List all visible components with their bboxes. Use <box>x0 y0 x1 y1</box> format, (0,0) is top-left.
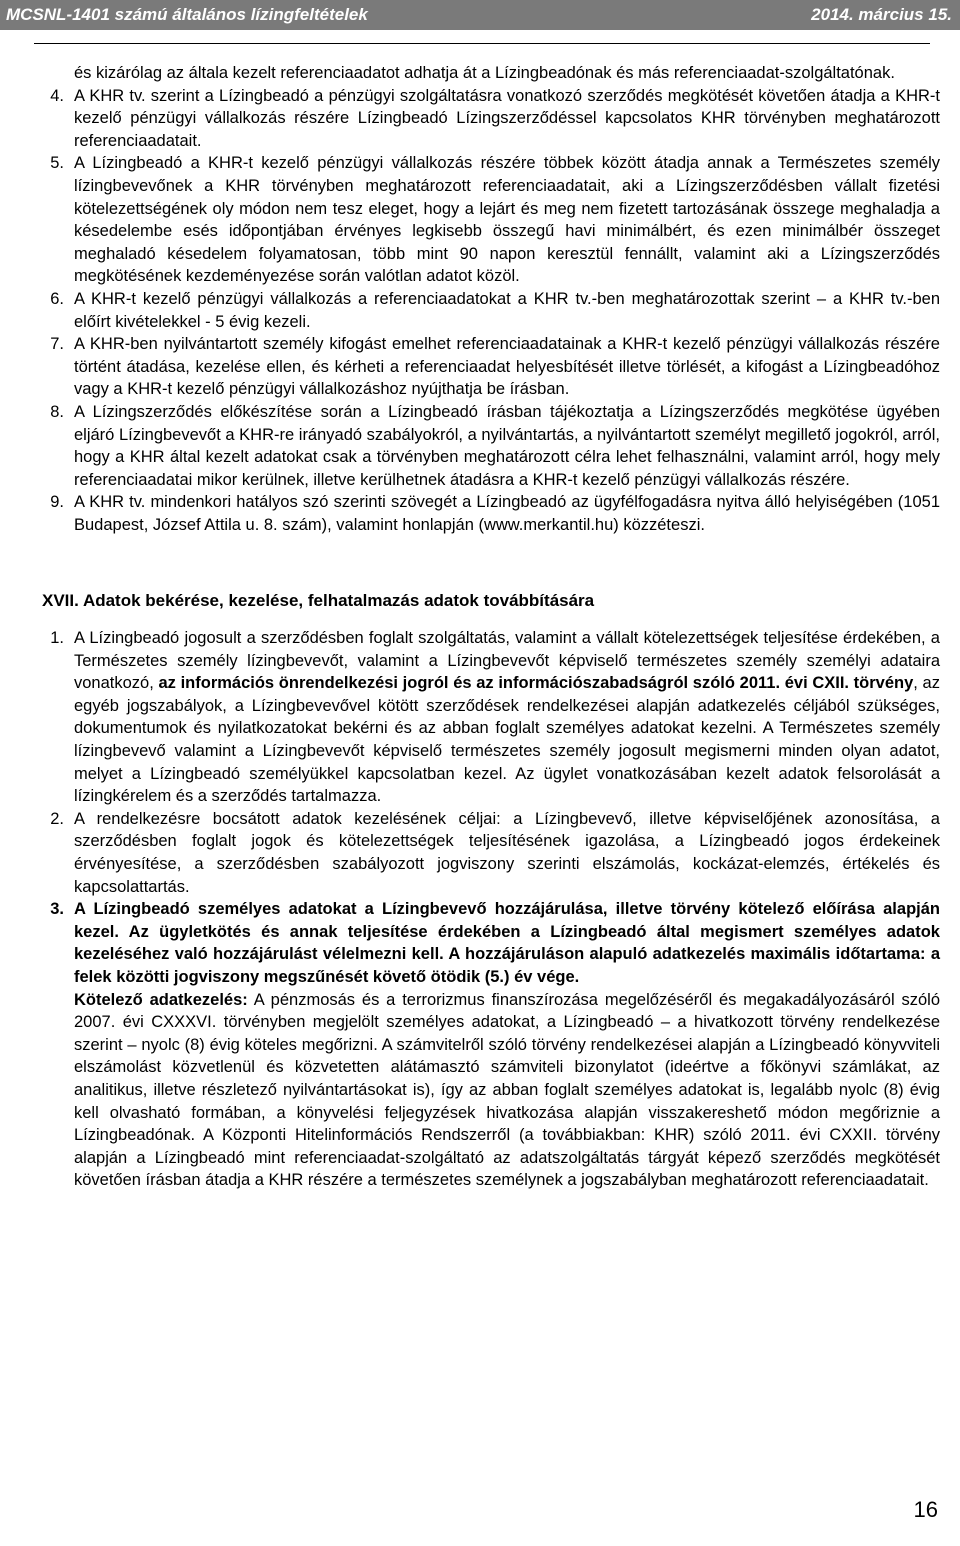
paragraph-text: A pénzmosás és a terrorizmus finanszírozása megelőzéséről és megakadályozásáról szóló 2007. évi CXXXVI. törvényben megjelölt személyes adatokat, a Lízingbeadó – a hivatkozott törvény rendelkezése szerint – nyolc (8) évig köteles megőrizni. A számvitelről szóló törvény rendelkezései alapján a Lízingbeadó könyvviteli elszámolást közvetlenül és közvetetten alátámasztó számviteli bizonylatot (ideértve a főkönyvi számlákat, az analitikus, illetve részletező nyilvántartásokat is), így az abban foglalt személyes adatokat is, legalább nyolc (8) évig kell olvasható formában, a könyvelési feljegyzések hivatkozása alapján visszakereshető módon megőriznie a Lízingbeadónak. A Központi Hitelinformációs Rendszerről (a továbbiakban: KHR) szóló 2011. évi CXXII. törvény alapján a Lízingbeadó mint referenciaadat-szolgáltató az adatszolgáltatás tárgyát képező szerződés megkötését követően írásban átadja a KHR részére a természetes személynek a jogszabályban meghatározott referenciaadatait. <box>74 990 940 1190</box>
list-item <box>42 491 940 536</box>
section-title: XVII. Adatok bekérése, kezelése, felhatalmazás adatok továbbítására <box>42 591 595 611</box>
item-number: 7. <box>50 335 64 354</box>
mandatory-processing-paragraph <box>42 989 940 1192</box>
list-item <box>42 627 940 808</box>
item-number: 6. <box>50 289 64 308</box>
item-text: A Lízingszerződés előkészítése során a Lízingbeadó írásban tájékoztatja a Lízingszerződés megkötése ügyében eljáró Lízingbevevőt a KHR-re irányadó szabályokról, a nyilvántartás, a nyilvántartott személyt megillető jogokról, arról, hogy a KHR által kezelt adatokat csak a törvényben meghatározott célra lehet felhasználni, valamint arról, hogy mely referenciaadatai mikor kerülnek, illetve kerülhetnek átadásra a KHR-t kezelő pénzügyi vállalkozás részére. <box>74 402 940 489</box>
item-text: , az egyéb jogszabályok, a Lízingbevevővel kötött szerződések rendelkezései alapján adatkezelés céljából szükséges, dokumentumok és nyilatkozatokat bekérni és az abban foglalt személyes adatokat kezelni. A Természetes személy lízingbevevő valamint a Lízingbevevőt képviselő természetes személy jogosult megismerni minden olyan adatot, melyet a Lízingbeadó személyükkel kapcsolatban kezel. Az ügylet vonatkozásában kezelt adatok felsorolását a lízingkérelem és a szerződés tartalmazza. <box>74 674 940 806</box>
list-item <box>42 333 940 401</box>
list-item <box>42 898 940 988</box>
item-text: A KHR tv. szerint a Lízingbeadó a pénzügyi szolgáltatásra vonatkozó szerződés megkötését követően átadja a KHR-t kezelő pénzügyi vállalkozás részére Lízingbeadó Lízingszerződéssel kapcsolatos KHR törvényben meghatározott referenciaadatait. <box>74 86 940 150</box>
list-item <box>42 85 940 153</box>
item-text: A Lízingbeadó jogosult a szerződésben foglalt szolgáltatás, valamint a vállalt kötelezettségek teljesítése érdekében, a Természetes személy lízingbevevőt, valamint a Lízingbevevőt képviselő természetes személy személyi adataira vonatkozó, <box>74 629 940 693</box>
item-text: A KHR-ben nyilvántartott személy kifogást emelhet referenciaadatainak a KHR-t kezelő pénzügyi vállalkozás részére történt átadása, kezelése ellen, és kérheti a referenciaadat helyesbítését illetve törlését, a kifogást a Lízingbeadóhoz vagy a KHR-t kezelő pénzügyi vállalkozáshoz nyújthatja be írásban. <box>74 335 940 399</box>
item-text: A rendelkezésre bocsátott adatok kezelésének céljai: a Lízingbevevő, illetve képviselőjének azonosítása, a szerződésben foglalt jogok és kötelezettségek teljesítésének igazolása, a Lízingbeadó jogos érdekeinek érvényesítése, a szerződésben szabályozott jogviszony szerinti elszámolás, kockázat-elemzés, értékelés és kapcsolattartás. <box>74 809 940 896</box>
header-rule <box>34 43 930 44</box>
list-item <box>42 808 940 898</box>
list-item <box>42 152 940 288</box>
item-number: 2. <box>50 809 64 828</box>
item-text: A KHR tv. mindenkori hatályos szó szerinti szövegét a Lízingbeadó az ügyfélfogadásra nyitva álló helyiségében (1051 Budapest, József Attila u. 8. szám), valamint honlapján (www.merkantil.hu) közzéteszi. <box>74 493 940 534</box>
list-item <box>42 401 940 491</box>
item-text: A Lízingbeadó a KHR-t kezelő pénzügyi vállalkozás részére többek között átadja annak a Természetes személy lízingbevevőnek a KHR törvényben meghatározott referenciaadatait, aki a Lízingszerződésben vállalt fizetési kötelezettségének oly módon nem tesz eleget, hogy a lejárt és meg nem fizetett tartozásának összege meghaladja a késedelembe esés időpontjában érvényes legkisebb összegű havi minimálbért, és ezen minimálbér összeget meghaladó késedelem folyamatosan, több mint 90 napon keresztül fennállt, valamint aki a Lízingszerződés megkötésének kezdeményezése során valótlan adatot közöl. <box>74 154 940 286</box>
khr-list <box>42 85 940 537</box>
paragraph-lead: Kötelező adatkezelés: <box>74 990 248 1009</box>
intro-paragraph: és kizárólag az általa kezelt referenciaadatot adhatja át a Lízingbeadónak és más referenciaadat-szolgáltatónak. <box>74 64 895 82</box>
item-text-bold: A Lízingbeadó személyes adatokat a Lízingbevevő hozzájárulása, illetve törvény kötelező előírása alapján kezel. Az ügyletkötés és annak teljesítése érdekében a Lízingbeadó által megismert személyes adatok kezeléséhez való hozzájárulást vélelmezni kell. A hozzájáruláson alapuló adatkezelés maximális időtartama: a felek közötti jogviszony megszűnését követő ötödik (5.) év vége. <box>74 900 940 986</box>
item-text-bold: az információs önrendelkezési jogról és az információszabadságról szóló 2011. évi CXII. törvény <box>158 674 914 693</box>
item-number: 1. <box>50 629 64 648</box>
document-body <box>42 62 940 1192</box>
list-item <box>42 288 940 333</box>
item-text: A KHR-t kezelő pénzügyi vállalkozás a referenciaadatokat a KHR tv.-ben meghatározottak szerint – a KHR tv.-ben előírt kivételekkel - 5 évig kezeli. <box>74 289 940 331</box>
document-title: MCSNL-1401 számú általános lízingfeltételek <box>6 5 368 24</box>
page-header <box>0 0 960 30</box>
item-number: 9. <box>50 493 64 512</box>
page-number: 16 <box>913 1497 938 1522</box>
item-number: 3. <box>50 900 64 919</box>
item-number: 5. <box>50 154 64 173</box>
item-number: 8. <box>50 402 64 421</box>
item-number: 4. <box>50 86 64 105</box>
document-date: 2014. március 15. <box>811 5 952 24</box>
